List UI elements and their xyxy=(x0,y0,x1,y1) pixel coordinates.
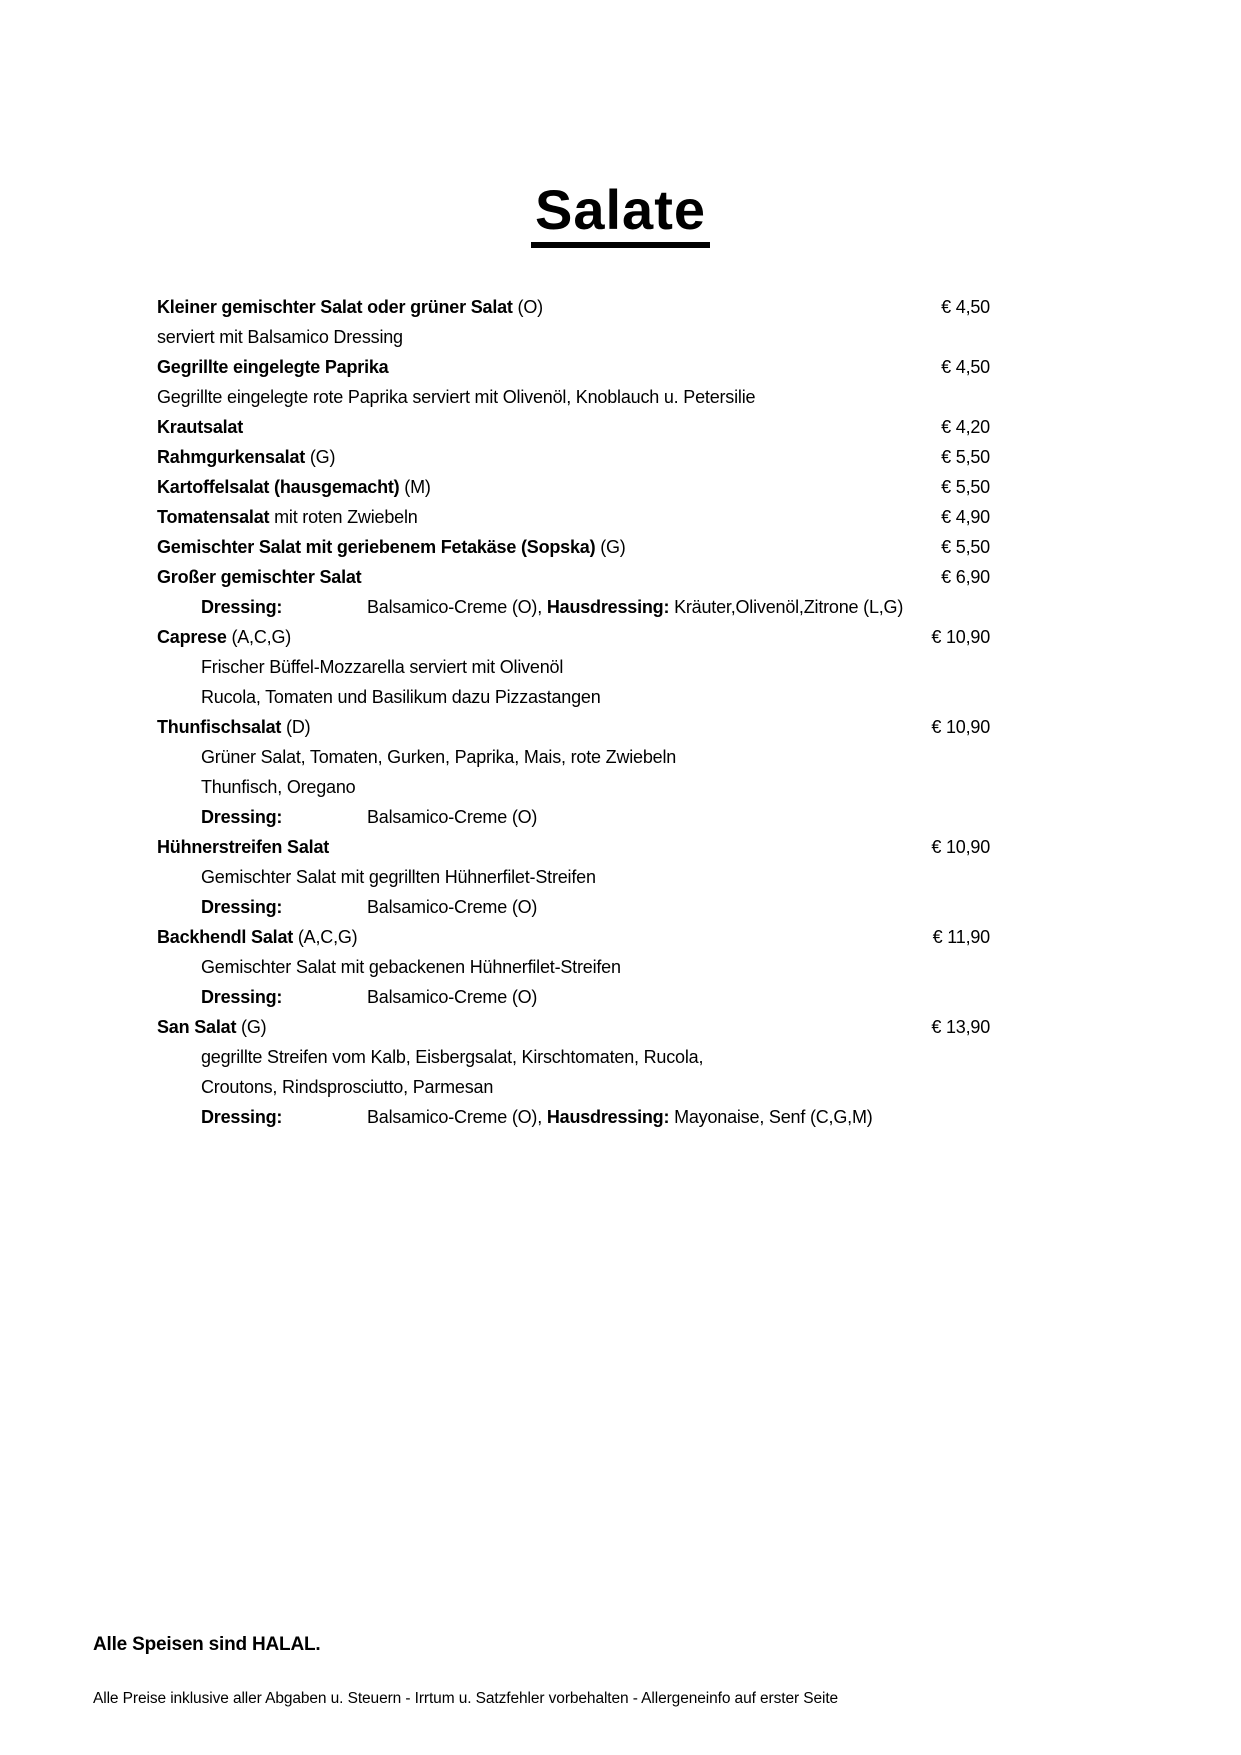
menu-item-row xyxy=(157,532,990,562)
menu-item-price: € 6,90 xyxy=(941,567,990,587)
menu-item-price: € 5,50 xyxy=(941,447,990,467)
menu-item-title: San Salat xyxy=(157,1017,237,1037)
detail-segment: serviert mit Balsamico Dressing xyxy=(157,327,403,347)
menu-item-name xyxy=(157,622,291,652)
detail-segment: Gemischter Salat mit gebackenen Hühnerfilet-Streifen xyxy=(201,957,621,977)
menu-item-row xyxy=(157,292,990,322)
menu-item-row xyxy=(157,832,990,862)
detail-segment: Grüner Salat, Tomaten, Gurken, Paprika, Mais, rote Zwiebeln xyxy=(201,747,677,767)
dressing-label: Dressing: xyxy=(201,807,283,827)
menu-item-price: € 13,90 xyxy=(931,1017,990,1037)
menu-item-detail xyxy=(157,592,990,622)
detail-segment: Balsamico-Creme (O), xyxy=(367,1107,547,1127)
menu-item-name xyxy=(157,922,357,952)
menu-item-detail xyxy=(157,772,990,802)
detail-segment: Croutons, Rindsprosciutto, Parmesan xyxy=(201,1077,494,1097)
page-title xyxy=(0,178,1241,248)
menu-item-detail xyxy=(157,742,990,772)
detail-segment: Balsamico-Creme (O) xyxy=(367,807,538,827)
menu-item-detail xyxy=(157,1042,990,1072)
menu-item-suffix: mit roten Zwiebeln xyxy=(269,507,418,527)
menu-item-name xyxy=(157,712,310,742)
menu-item-suffix: (A,C,G) xyxy=(226,627,292,647)
dressing-label: Dressing: xyxy=(201,987,283,1007)
menu-item-title: Caprese xyxy=(157,627,227,647)
menu-item-name xyxy=(157,832,329,862)
menu-item-detail xyxy=(157,652,990,682)
menu-item-title: Hühnerstreifen Salat xyxy=(157,837,330,857)
menu-item-name xyxy=(157,292,543,322)
detail-segment: Mayonaise, Senf (C,G,M) xyxy=(669,1107,873,1127)
menu-item-row xyxy=(157,922,990,952)
detail-segment: Hausdressing: xyxy=(546,597,670,617)
menu-item-title: Großer gemischter Salat xyxy=(157,567,362,587)
menu-item-price: € 4,50 xyxy=(941,297,990,317)
menu-item-detail xyxy=(157,982,990,1012)
halal-note: Alle Speisen sind HALAL. xyxy=(93,1634,321,1655)
menu-item-suffix: (O) xyxy=(512,297,543,317)
menu-item-detail xyxy=(157,802,990,832)
menu-item-detail xyxy=(157,1072,990,1102)
menu-item-suffix: (M) xyxy=(399,477,431,497)
menu-item-name xyxy=(157,472,431,502)
menu-item-row xyxy=(157,502,990,532)
menu-item-name xyxy=(157,412,243,442)
menu-item-name xyxy=(157,1012,266,1042)
detail-segment: Balsamico-Creme (O), xyxy=(367,597,547,617)
detail-segment: Balsamico-Creme (O) xyxy=(367,897,538,917)
detail-segment: Hausdressing: xyxy=(546,1107,670,1127)
menu-item-detail xyxy=(157,892,990,922)
menu-item-price: € 11,90 xyxy=(932,927,990,947)
menu-item-suffix: (G) xyxy=(305,447,336,467)
detail-segment: Balsamico-Creme (O) xyxy=(367,987,538,1007)
menu-item-suffix: (G) xyxy=(595,537,626,557)
menu-item-price: € 10,90 xyxy=(931,627,990,647)
menu-item-row xyxy=(157,412,990,442)
menu-item-price: € 4,50 xyxy=(941,357,990,377)
dressing-label: Dressing: xyxy=(201,897,283,917)
menu-item-title: Thunfischsalat xyxy=(157,717,282,737)
menu-item-name xyxy=(157,352,389,382)
menu-item-title: Rahmgurkensalat xyxy=(157,447,306,467)
detail-segment: Gemischter Salat mit gegrillten Hühnerfilet-Streifen xyxy=(201,867,596,887)
menu-item-suffix: (A,C,G) xyxy=(293,927,358,947)
menu-item-detail xyxy=(157,382,990,412)
menu-item-title: Kleiner gemischter Salat oder grüner Salat xyxy=(157,297,513,317)
menu-item-price: € 5,50 xyxy=(941,477,990,497)
dressing-label: Dressing: xyxy=(201,597,283,617)
menu-item-detail xyxy=(157,862,990,892)
menu-item-title: Kartoffelsalat (hausgemacht) xyxy=(157,477,400,497)
menu-item-title: Gegrillte eingelegte Paprika xyxy=(157,357,389,377)
detail-segment: Frischer Büffel-Mozzarella serviert mit Olivenöl xyxy=(201,657,564,677)
menu-item-row xyxy=(157,712,990,742)
menu-item-row xyxy=(157,1012,990,1042)
menu-item-suffix: (G) xyxy=(236,1017,267,1037)
menu-item-name xyxy=(157,502,418,532)
menu-item-price: € 4,20 xyxy=(941,417,990,437)
dressing-label: Dressing: xyxy=(201,1107,283,1127)
detail-segment: Rucola, Tomaten und Basilikum dazu Pizzastangen xyxy=(201,687,601,707)
menu-item-price: € 10,90 xyxy=(931,717,990,737)
legal-note: Alle Preise inklusive aller Abgaben u. Steuern - Irrtum u. Satzfehler vorbehalten - Allergeneinfo auf erster Seite xyxy=(93,1690,839,1707)
detail-segment: Thunfisch, Oregano xyxy=(201,777,356,797)
menu-item-row xyxy=(157,622,990,652)
detail-segment: Kräuter,Olivenöl,Zitrone (L,G) xyxy=(669,597,904,617)
menu-item-title: Krautsalat xyxy=(157,417,244,437)
detail-segment: Gegrillte eingelegte rote Paprika serviert mit Olivenöl, Knoblauch u. Petersilie xyxy=(157,387,756,407)
menu-item-row xyxy=(157,562,990,592)
menu-item-row xyxy=(157,442,990,472)
page-title-text: Salate xyxy=(531,182,710,248)
menu-item-detail xyxy=(157,1102,990,1132)
menu-item-price: € 5,50 xyxy=(941,537,990,557)
menu-item-suffix: (D) xyxy=(281,717,311,737)
menu-item-name xyxy=(157,562,361,592)
menu-item-title: Backhendl Salat xyxy=(157,927,294,947)
menu-list xyxy=(157,292,990,1132)
detail-segment: gegrillte Streifen vom Kalb, Eisbergsalat, Kirschtomaten, Rucola, xyxy=(201,1047,704,1067)
menu-item-title: Gemischter Salat mit geriebenem Fetakäse (Sopska) xyxy=(157,537,596,557)
menu-item-price: € 4,90 xyxy=(941,507,990,527)
menu-item-title: Tomatensalat xyxy=(157,507,270,527)
menu-item-detail xyxy=(157,952,990,982)
menu-item-row xyxy=(157,472,990,502)
menu-item-name xyxy=(157,442,335,472)
menu-item-name xyxy=(157,532,626,562)
menu-item-price: € 10,90 xyxy=(931,837,990,857)
menu-item-detail xyxy=(157,322,990,352)
menu-item-row xyxy=(157,352,990,382)
menu-item-detail xyxy=(157,682,990,712)
